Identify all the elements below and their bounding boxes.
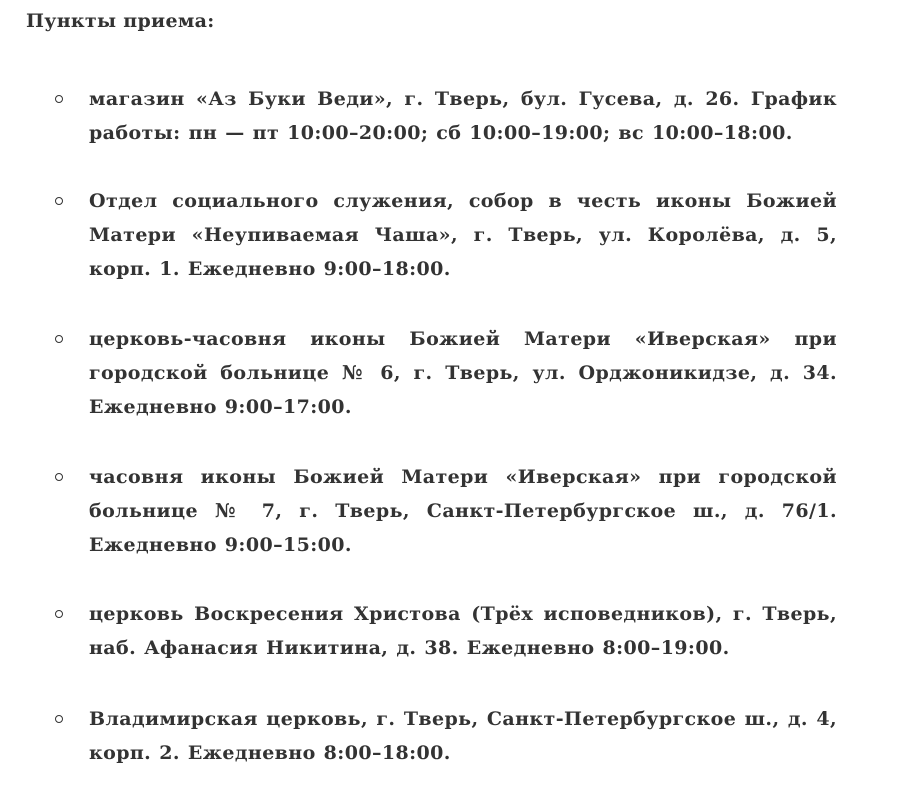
list-item-text: магазин «Аз Буки Веди», г. Тверь, бул. Гусева, д. 26. График работы: пн — пт 10:00–20:00; сб 10:00–19:00; вс 10:00–18:00. [89,88,837,144]
list-item-text: Владимирская церковь, г. Тверь, Санкт-Петербургское ш., д. 4, корп. 2. Ежедневно 8:00–18:00. [89,708,837,764]
circle-bullet-icon [55,95,63,103]
circle-bullet-icon [55,610,63,618]
list-item-text: Отдел социального служения, собор в честь иконы Божией Матери «Неупиваемая Чаша», г. Тверь, ул. Королёва, д. 5, корп. 1. Ежедневно 9:00–18:00. [89,190,837,280]
list-item-text: церковь Воскресения Христова (Трёх исповедников), г. Тверь, наб. Афанасия Никитина, д. 38. Ежедневно 8:00–19:00. [89,603,837,659]
list-item-text: часовня иконы Божией Матери «Иверская» при городской больнице № 7, г. Тверь, Санкт-Петербургское ш., д. 76/1. Ежедневно 9:00–15:00. [89,466,837,556]
circle-bullet-icon [55,473,63,481]
circle-bullet-icon [55,335,63,343]
section-heading: Пункты приема: [26,10,215,32]
circle-bullet-icon [55,197,63,205]
list-item-text: церковь-часовня иконы Божией Матери «Иверская» при городской больнице № 6, г. Тверь, ул. Орджоникидзе, д. 34. Ежедневно 9:00–17:00. [89,328,837,418]
circle-bullet-icon [55,715,63,723]
